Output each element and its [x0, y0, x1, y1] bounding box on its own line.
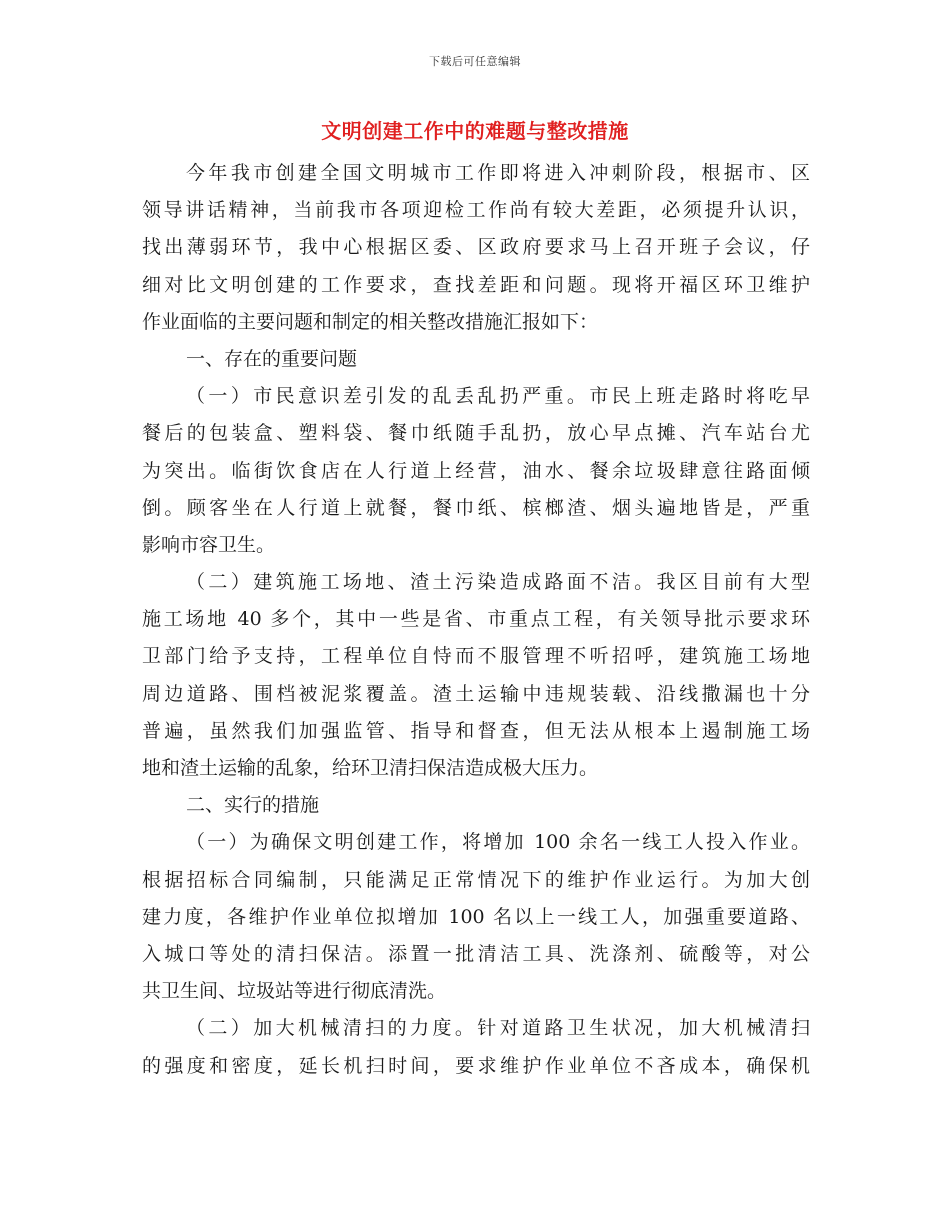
document-title: 文明创建工作中的难题与整改措施 — [321, 119, 629, 143]
body-line: 倒。顾客坐在人行道上就餐，餐巾纸、槟榔渣、烟头遍地皆是，严重 — [142, 496, 810, 519]
body-line: 二、实行的措施 — [186, 794, 320, 817]
body-line: （二）建筑施工场地、渣土污染造成路面不洁。我区目前有大型 — [186, 571, 810, 594]
body-line: 餐后的包装盒、塑料袋、餐巾纸随手乱扔，放心早点摊、汽车站台尤 — [142, 422, 810, 445]
body-line: 入城口等处的清扫保洁。添置一批清洁工具、洗涤剂、硫酸等，对公 — [142, 942, 810, 965]
body-line: （二）加大机械清扫的力度。针对道路卫生状况，加大机械清扫 — [186, 1017, 810, 1040]
body-line: 今年我市创建全国文明城市工作即将进入冲刺阶段，根据市、区 — [186, 162, 810, 184]
body-line: 共卫生间、垃圾站等进行彻底清洗。 — [142, 980, 447, 1003]
body-line: 一、存在的重要问题 — [186, 347, 358, 370]
body-line: 影响市容卫生。 — [142, 533, 276, 556]
body-line: 为突出。临街饮食店在人行道上经营，油水、餐余垃圾肆意往路面倾 — [142, 459, 810, 482]
document-body — [142, 155, 810, 1085]
body-line: 根据招标合同编制，只能满足正常情况下的维护作业运行。为加大创 — [142, 868, 810, 891]
body-line: 领导讲话精神，当前我市各项迎检工作尚有较大差距，必须提升认识， — [142, 199, 810, 222]
body-line: （一）为确保文明创建工作，将增加 100 余名一线工人投入作业。 — [186, 831, 810, 854]
body-line: 地和渣土运输的乱象，给环卫清扫保洁造成极大压力。 — [142, 757, 599, 779]
body-line: 建力度，各维护作业单位拟增加 100 名以上一线工人，加强重要道路、 — [142, 905, 810, 928]
body-line: （一）市民意识差引发的乱丢乱扔严重。市民上班走路时将吃早 — [186, 385, 810, 408]
body-line: 细对比文明创建的工作要求，查找差距和问题。现将开福区环卫维护 — [142, 273, 810, 296]
body-line: 施工场地 40 多个，其中一些是省、市重点工程，有关领导批示要求环 — [142, 608, 810, 631]
body-line: 找出薄弱环节，我中心根据区委、区政府要求马上召开班子会议，仔 — [142, 236, 810, 259]
body-line: 普遍，虽然我们加强监管、指导和督查，但无法从根本上遏制施工场 — [142, 719, 810, 742]
body-line: 的强度和密度，延长机扫时间，要求维护作业单位不吝成本，确保机 — [142, 1054, 810, 1077]
body-line: 作业面临的主要问题和制定的相关整改措施汇报如下： — [142, 310, 599, 333]
header-note: 下载后可任意编辑 — [429, 55, 521, 68]
body-line: 周边道路、围档被泥浆覆盖。渣土运输中违规装载、沿线撒漏也十分 — [142, 682, 810, 705]
body-line: 卫部门给予支持，工程单位自恃而不服管理不听招呼，建筑施工场地 — [142, 645, 810, 668]
